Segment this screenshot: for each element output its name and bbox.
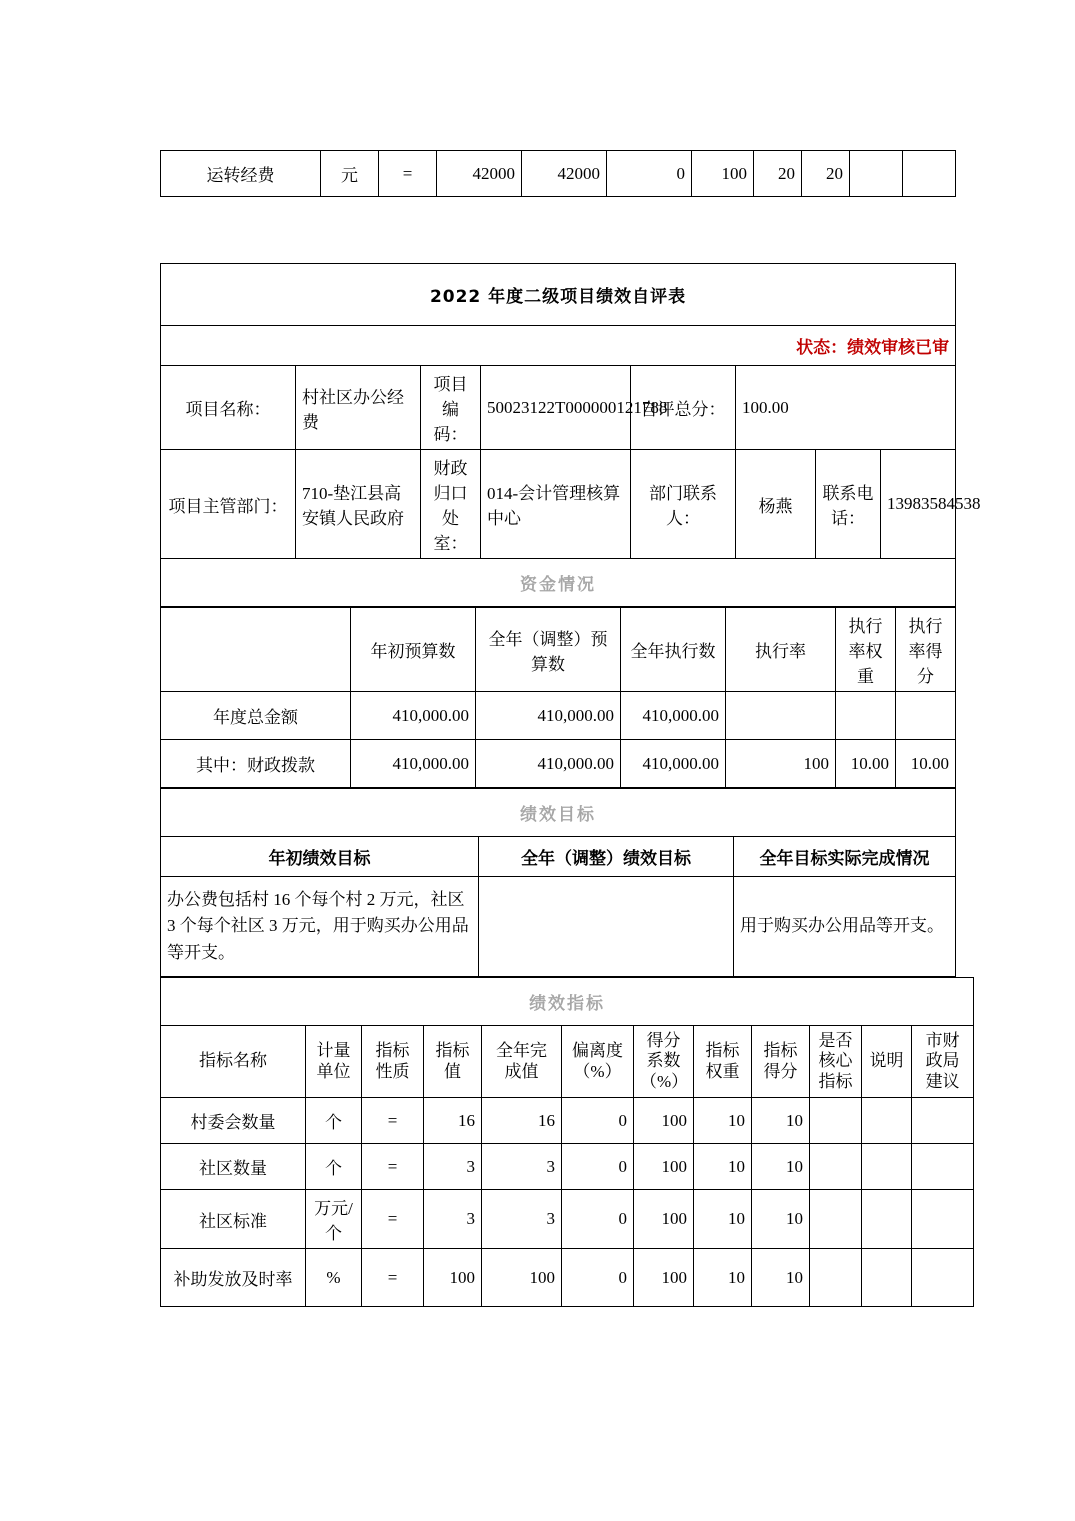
phone-label: 联系电话： bbox=[816, 450, 881, 559]
ind-target: 3 bbox=[424, 1190, 482, 1249]
indicator-nature: = bbox=[379, 151, 437, 197]
goal-adjusted-text bbox=[479, 877, 734, 977]
ind-col-name: 指标名称 bbox=[161, 1026, 306, 1098]
funds-weight bbox=[836, 692, 896, 740]
funds-score bbox=[896, 692, 956, 740]
title-row bbox=[161, 264, 956, 326]
ind-name: 村委会数量 bbox=[161, 1098, 306, 1144]
funds-col-weight: 执行率权重 bbox=[836, 608, 896, 692]
funds-score: 10.00 bbox=[896, 740, 956, 788]
status-badge bbox=[161, 326, 956, 366]
indicators-section-row bbox=[161, 978, 974, 1026]
funds-initial: 410,000.00 bbox=[351, 692, 476, 740]
ind-col-score: 指标得分 bbox=[752, 1026, 810, 1098]
project-info-row-1 bbox=[161, 366, 956, 450]
funds-col-blank bbox=[161, 608, 351, 692]
contact-label: 部门联系人： bbox=[631, 450, 736, 559]
goal-initial-text: 办公费包括村 16 个每个村 2 万元，社区 3 个每个社区 3 万元，用于购买办公用品等开支。 bbox=[161, 877, 479, 977]
table-row bbox=[161, 151, 956, 197]
ind-name: 社区标准 bbox=[161, 1190, 306, 1249]
funds-table bbox=[160, 607, 956, 788]
phone-value: 13983584538 bbox=[881, 450, 956, 559]
project-name-value: 村社区办公经费 bbox=[296, 366, 421, 450]
ind-target: 16 bbox=[424, 1098, 482, 1144]
funds-header-row bbox=[161, 608, 956, 692]
table-row bbox=[161, 1098, 974, 1144]
finance-office-label: 财政归口处室： bbox=[421, 450, 481, 559]
dept-label: 项目主管部门： bbox=[161, 450, 296, 559]
ind-target: 100 bbox=[424, 1249, 482, 1307]
ind-score: 10 bbox=[752, 1144, 810, 1190]
finance-office-value: 014-会计管理核算中心 bbox=[481, 450, 631, 559]
ind-note bbox=[862, 1190, 912, 1249]
ind-completed: 16 bbox=[482, 1098, 562, 1144]
ind-name: 补助发放及时率 bbox=[161, 1249, 306, 1307]
funds-adjusted: 410,000.00 bbox=[476, 740, 621, 788]
ind-col-deviation: 偏离度（%） bbox=[562, 1026, 634, 1098]
ind-col-target: 指标值 bbox=[424, 1026, 482, 1098]
ind-col-note: 说明 bbox=[862, 1026, 912, 1098]
ind-completed: 3 bbox=[482, 1190, 562, 1249]
goals-col-adjusted: 全年（调整）绩效目标 bbox=[479, 837, 734, 877]
ind-score: 10 bbox=[752, 1190, 810, 1249]
goals-section-title: 绩效目标 bbox=[161, 789, 956, 837]
status-value: 绩效审核已审 bbox=[847, 338, 950, 357]
goals-content-row bbox=[161, 877, 956, 977]
indicator-name: 运转经费 bbox=[161, 151, 321, 197]
self-score-value: 100.00 bbox=[736, 366, 956, 450]
table-row bbox=[161, 740, 956, 788]
ind-core bbox=[810, 1144, 862, 1190]
funds-row-label: 其中：财政拨款 bbox=[161, 740, 351, 788]
indicator-unit: 元 bbox=[321, 151, 379, 197]
ind-unit: % bbox=[306, 1249, 362, 1307]
ind-col-weight: 指标权重 bbox=[694, 1026, 752, 1098]
ind-unit: 个 bbox=[306, 1144, 362, 1190]
ind-col-suggestion: 市财政局建议 bbox=[912, 1026, 974, 1098]
ind-weight: 10 bbox=[694, 1098, 752, 1144]
funds-col-score: 执行率得分 bbox=[896, 608, 956, 692]
ind-note bbox=[862, 1098, 912, 1144]
ind-completed: 3 bbox=[482, 1144, 562, 1190]
table-row bbox=[161, 692, 956, 740]
ind-completed: 100 bbox=[482, 1249, 562, 1307]
page-title: 2022 年度二级项目绩效自评表 bbox=[161, 264, 956, 326]
self-score-label: 自评总分： bbox=[631, 366, 736, 450]
indicators-section-title: 绩效指标 bbox=[161, 978, 974, 1026]
performance-self-evaluation-form bbox=[160, 263, 981, 1307]
ind-core bbox=[810, 1190, 862, 1249]
funds-rate: 100 bbox=[726, 740, 836, 788]
project-info-row-2 bbox=[161, 450, 956, 559]
status-label: 状态： bbox=[796, 338, 848, 357]
ind-suggestion bbox=[912, 1190, 974, 1249]
goals-table bbox=[160, 788, 956, 977]
ind-factor: 100 bbox=[634, 1098, 694, 1144]
goals-col-initial: 年初绩效目标 bbox=[161, 837, 479, 877]
funds-rate bbox=[726, 692, 836, 740]
funds-col-initial: 年初预算数 bbox=[351, 608, 476, 692]
ind-deviation: 0 bbox=[562, 1249, 634, 1307]
ind-nature: = bbox=[362, 1190, 424, 1249]
indicators-header-row bbox=[161, 1026, 974, 1098]
indicator-score-factor: 100 bbox=[692, 151, 754, 197]
funds-row-label: 年度总金额 bbox=[161, 692, 351, 740]
dept-value: 710-垫江县高安镇人民政府 bbox=[296, 450, 421, 559]
funds-adjusted: 410,000.00 bbox=[476, 692, 621, 740]
table-row bbox=[161, 1249, 974, 1307]
ind-factor: 100 bbox=[634, 1190, 694, 1249]
ind-nature: = bbox=[362, 1098, 424, 1144]
ind-unit: 万元/个 bbox=[306, 1190, 362, 1249]
ind-score: 10 bbox=[752, 1249, 810, 1307]
contact-value: 杨燕 bbox=[736, 450, 816, 559]
goals-section-row bbox=[161, 789, 956, 837]
ind-suggestion bbox=[912, 1098, 974, 1144]
funds-col-executed: 全年执行数 bbox=[621, 608, 726, 692]
indicator-note bbox=[850, 151, 903, 197]
funds-executed: 410,000.00 bbox=[621, 740, 726, 788]
project-code-label: 项目编码： bbox=[421, 366, 481, 450]
indicator-target-value: 42000 bbox=[437, 151, 522, 197]
project-code-value: 50023122T000000121788 bbox=[481, 366, 631, 450]
indicator-deviation: 0 bbox=[607, 151, 692, 197]
table-row bbox=[161, 1144, 974, 1190]
ind-suggestion bbox=[912, 1249, 974, 1307]
ind-col-completed: 全年完成值 bbox=[482, 1026, 562, 1098]
funds-section-row bbox=[161, 559, 956, 607]
ind-deviation: 0 bbox=[562, 1190, 634, 1249]
ind-note bbox=[862, 1249, 912, 1307]
funds-col-rate: 执行率 bbox=[726, 608, 836, 692]
ind-nature: = bbox=[362, 1249, 424, 1307]
ind-target: 3 bbox=[424, 1144, 482, 1190]
goals-col-actual: 全年目标实际完成情况 bbox=[734, 837, 956, 877]
ind-weight: 10 bbox=[694, 1190, 752, 1249]
ind-suggestion bbox=[912, 1144, 974, 1190]
ind-core bbox=[810, 1098, 862, 1144]
project-name-label: 项目名称： bbox=[161, 366, 296, 450]
table-row bbox=[161, 1190, 974, 1249]
indicators-table bbox=[160, 977, 974, 1307]
main-table bbox=[160, 263, 981, 607]
ind-col-core: 是否核心指标 bbox=[810, 1026, 862, 1098]
funds-col-adjusted: 全年（调整）预算数 bbox=[476, 608, 621, 692]
ind-core bbox=[810, 1249, 862, 1307]
ind-score: 10 bbox=[752, 1098, 810, 1144]
ind-col-nature: 指标性质 bbox=[362, 1026, 424, 1098]
goals-header-row bbox=[161, 837, 956, 877]
ind-note bbox=[862, 1144, 912, 1190]
ind-factor: 100 bbox=[634, 1249, 694, 1307]
ind-weight: 10 bbox=[694, 1249, 752, 1307]
indicator-weight: 20 bbox=[754, 151, 802, 197]
goal-actual-text: 用于购买办公用品等开支。 bbox=[734, 877, 956, 977]
ind-col-factor: 得分系数（%） bbox=[634, 1026, 694, 1098]
funds-section-title: 资金情况 bbox=[161, 559, 956, 607]
funds-weight: 10.00 bbox=[836, 740, 896, 788]
ind-factor: 100 bbox=[634, 1144, 694, 1190]
top-fragment-table bbox=[160, 150, 956, 197]
funds-executed: 410,000.00 bbox=[621, 692, 726, 740]
ind-unit: 个 bbox=[306, 1098, 362, 1144]
ind-name: 社区数量 bbox=[161, 1144, 306, 1190]
status-row bbox=[161, 326, 956, 366]
ind-nature: = bbox=[362, 1144, 424, 1190]
ind-deviation: 0 bbox=[562, 1098, 634, 1144]
ind-col-unit: 计量单位 bbox=[306, 1026, 362, 1098]
funds-initial: 410,000.00 bbox=[351, 740, 476, 788]
indicator-suggestion bbox=[903, 151, 956, 197]
indicator-score: 20 bbox=[802, 151, 850, 197]
ind-weight: 10 bbox=[694, 1144, 752, 1190]
ind-deviation: 0 bbox=[562, 1144, 634, 1190]
indicator-completed-value: 42000 bbox=[522, 151, 607, 197]
